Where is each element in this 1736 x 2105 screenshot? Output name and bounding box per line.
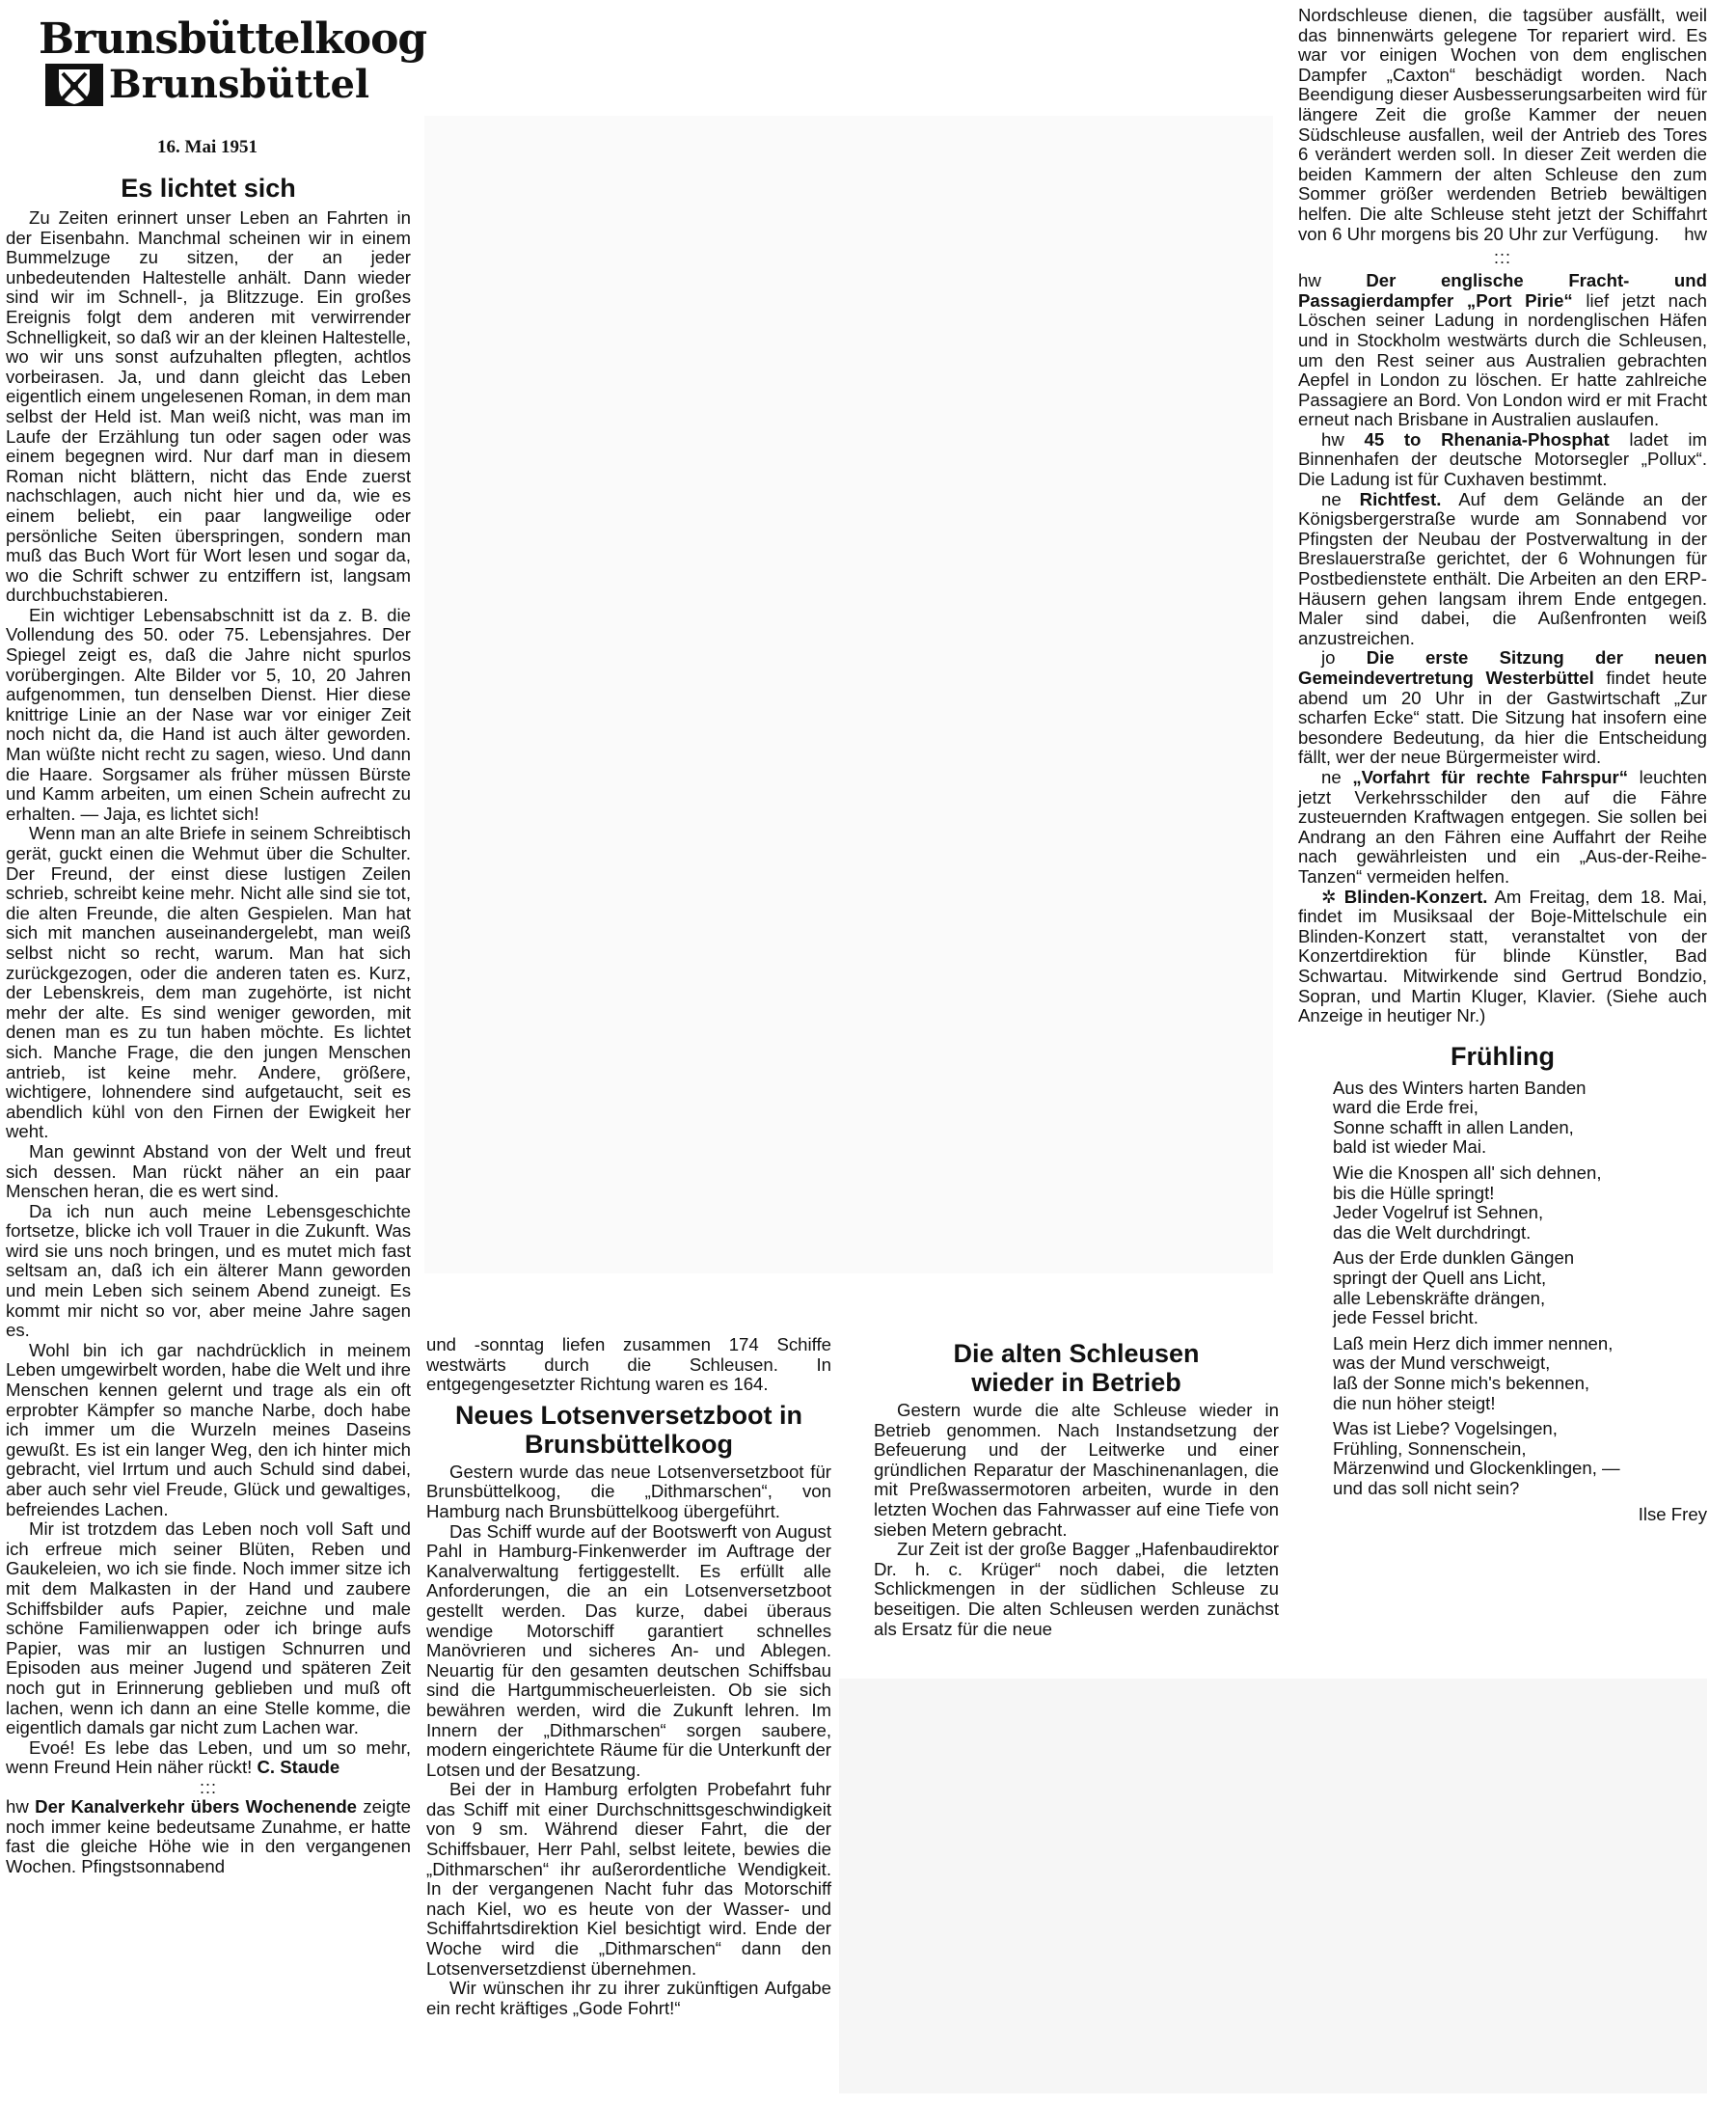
poem-line: ward die Erde frei,	[1333, 1097, 1478, 1118]
news-item: ne Richtfest. Auf dem Gelände an der Königsbergerstraße wurde am Sonnabend vor Pfingsten der Neubau der Postverwaltung in der Breslauerstraße gerichtet, der 6 Wohnungen für Postbedienstete enthält. Die Arbeiten an den ERP-Häusern gehen langsam ihrem Ende entgegen. Maler sind dabei, die Außenfronten weiß anzustreichen.	[1298, 488, 1707, 648]
poem-line: Aus des Winters harten Banden	[1333, 1077, 1587, 1098]
poem-line: bis die Hülle springt!	[1333, 1182, 1495, 1203]
paragraph: Bei der in Hamburg erfolgten Probefahrt fuhr das Schiff mit einer Durchschnittsgeschwindigkeit von 9 sm. Während dieser Fahrt, die der Schiffsbauer, Herr Pahl, selbst leitete, bewies die „Dithmarschen“ ihr außerordentliche Wendigkeit. In der vergangenen Nacht fuhr das Motorschiff nach Kiel, wo es heute von der Wasser- und Schiffahrtsdirektion Kiel besichtigt wird. Ende der Woche wird die „Dithmarschen“ dann den Lotsenversetzdienst übernehmen.	[426, 1779, 831, 1979]
masthead	[39, 14, 427, 107]
star-icon: ✲	[1321, 886, 1337, 907]
paragraph: Gestern wurde die alte Schleuse wieder in Betrieb genommen. Nach Instandsetzung der Befeuerung und der Leitwerke und einer gründlichen Reparatur der Maschinenanlagen, die mit Preßwassermotoren arbeiten, wurde in den letzten Wochen das Fahrwasser auf eine Tiefe von sieben Metern gebracht.	[874, 1400, 1279, 1540]
paragraph: Da ich nun auch meine Lebensgeschichte fortsetze, blicke ich voll Trauer in die Zukunft. Was wird sie uns noch bringen, und es mutet mich fast seltsam an, daß ich ein älterer Mann geworden und mein Leben sich seinem Abend zuneigt. Es kommt mir nicht so vor, aber meine Jahre sagen es.	[6, 1200, 411, 1341]
poem-line: und das soll nicht sein?	[1333, 1477, 1520, 1498]
paragraph: Ein wichtiger Lebensabschnitt ist da z. B. die Vollendung des 50. oder 75. Lebensjahres. Der Spiegel zeigt es, daß die Jahre nicht spurlos vorübergingen. Alte Bilder vor 5, 10, 20 Jahren aufgenommen, tun denselben Dienst. Hier diese knittrige Linie an der Nase war vor einiger Zeit noch nicht da, die Hand ist auch älter geworden. Man wüßte nicht recht zu sagen, wieso. Und dann die Haare. Sorgsamer als früher müssen Bürste und Kamm arbeiten, um einen Schein aufrecht zu erhalten. — Jaja, es lichtet sich!	[6, 604, 411, 824]
poem-line: Wie die Knospen all' sich dehnen,	[1333, 1162, 1602, 1184]
continued-text: und -sonntag liefen zusammen 174 Schiffe westwärts durch die Schleusen. In entgegengesetzter Richtung waren es 164.	[426, 1334, 831, 1395]
news-item: ✲ Blinden-Konzert. Am Freitag, dem 18. Mai, findet im Musiksaal der Boje-Mittelschule ein Blinden-Konzert statt, veranstaltet von der Konzertdirektion für blinde Künstler, Bad Schwartau. Mitwirkende sind Gertrud Bondzio, Sopran, und Martin Kluger, Klavier. (Siehe auch Anzeige in heutiger Nr.)	[1298, 886, 1707, 1026]
poem-line: bald ist wieder Mai.	[1333, 1136, 1487, 1158]
poem-title: Frühling	[1451, 1041, 1555, 1071]
bleed-through-area	[839, 1679, 1707, 2093]
poem-line: laß der Sonne mich's bekennen,	[1333, 1373, 1590, 1393]
paragraph: Wenn man an alte Briefe in seinem Schreibtisch gerät, guckt einen die Wehmut über die Schulter. Der Freund, der einst diese lustigen Zeilen schrieb, schreibt keine mehr. Nicht alle sind sie tot, die alten Freunde, die alten Gespielen. Man hat sich mit manchen auseinandergelebt, man weiß selbst nicht so recht, warum. Man hat sich zurückgezogen, oder die anderen taten es. Kurz, der Lebenskreis, dem man zugehörte, ist nicht mehr der alte. Es sind weniger geworden, mit denen man es zu tun haben möchte. Es lichtet sich. Manche Frage, die den jungen Menschen antrieb, ist keine mehr. Andere, größere, wichtigere, lohnendere sind aufgetaucht, seit es abendlich kühl von den Firnen der Ewigkeit her weht.	[6, 823, 411, 1142]
column-2	[426, 1335, 831, 2018]
headline-lotsenversetzboot: Neues Lotsenversetzboot in Brunsbüttelkoog	[454, 1400, 803, 1459]
column-4	[1298, 6, 1707, 1524]
column-3	[874, 1339, 1279, 1639]
poem-line: Frühling, Sonnenschein,	[1333, 1437, 1527, 1459]
paragraph	[6, 1738, 411, 1778]
news-item: hw Der englische Fracht- und Passagierdampfer „Port Pirie“ lief jetzt nach Löschen seiner Ladung in nordenglischen Häfen und in Stockholm westwärts durch die Schleusen, um den Rest seiner aus Australien gebrachten Aepfel in London zu löschen. Er hatte zahlreiche Passagiere an Bord. Von London wird er mit Fracht erneut nach Brisbane in Australien auslaufen.	[1298, 270, 1707, 430]
poem-line: alle Lebenskräfte drängen,	[1333, 1287, 1546, 1308]
separator: :::	[199, 1777, 217, 1797]
author-signature: C. Staude	[257, 1757, 340, 1778]
poem-line: die nun höher steigt!	[1333, 1392, 1496, 1413]
poem-line: Jeder Vogelruf ist Sehnen,	[1333, 1202, 1544, 1223]
poem-line: was der Mund verschweigt,	[1333, 1353, 1551, 1374]
continued-text: Nordschleuse dienen, die tagsüber ausfällt, weil das binnenwärts gelegene Tor repariert wird. Es war vor einigen Wochen von dem englischen Dampfer „Caxton“ beschädigt worden. Nach Beendigung dieser Ausbesserungsarbeiten wird für längere Zeit die große Kammer der neuen Südschleuse ausfallen, weil der Antrieb des Tores 6 verändert werden soll. In dieser Zeit werden die beiden Kammern der alten Schleuse den zum Sommer größer werdenden Betrieb bewältigen helfen. Die alte Schleuse steht jetzt der Schiffahrt von 6 Uhr morgens bis 20 Uhr zur Verfügung. hw	[1298, 5, 1707, 244]
news-item: hw 45 to Rhenania-Phosphat ladet im Binnenhafen der deutsche Motorsegler „Pollux“. Die Ladung ist für Cuxhaven bestimmt.	[1298, 428, 1708, 490]
poem-line: Was ist Liebe? Vogelsingen,	[1333, 1418, 1558, 1439]
separator: :::	[1493, 248, 1511, 268]
headline-es-lichtet-sich: Es lichtet sich	[121, 174, 296, 203]
poem-line: das die Welt durchdringt.	[1333, 1221, 1532, 1243]
headline-alte-schleusen: Die alten Schleusen wieder in Betrieb	[953, 1339, 1200, 1397]
column-1	[6, 172, 411, 1876]
masthead-subtitle: Brunsbüttel	[108, 62, 370, 107]
paragraph: Mir ist trotzdem das Leben noch voll Saft und ich erfreue mich seiner Blüten, Reben und Gaukeleien, wo ich sie finde. Noch immer sitze ich mit dem Malkasten in der Hand und zaubere Schiffsbilder aufs Papier, zeichne und male schöne Familienwappen oder ich bringe aufs Papier, was mir an lustigen Schnurren und Episoden aus meiner Jugend und späteren Zeit noch gut in Erinnerung geblieben und muß oft lachen, wenn ich dann an eine Stelle komme, die eigentlich damals gar nicht zum Lachen war.	[6, 1518, 411, 1738]
paragraph: Wohl bin ich gar nachdrücklich in meinem Leben umgewirbelt worden, habe die Welt und ihre Menschen kennen gelernt und trage als ein oft erprobter Kämpfer so manche Narbe, doch habe ich immer um die Wurzeln meines Daseins gewußt. Es ist ein langer Weg, den ich hinter mich gebracht, viel Irrtum und auch Schuld sind dabei, aber auch sehr viel Freude, Glück und gewaltiges, befreiendes Lachen.	[6, 1339, 411, 1519]
poem	[1298, 1079, 1707, 1499]
news-item: hw Der Kanalverkehr übers Wochenende zeigte noch immer keine bedeutsame Zunahme, er hatte fast die gleiche Höhe wie in den vergangenen Wochen. Pfingstsonnabend	[6, 1795, 411, 1876]
poem-line: Märzenwind und Glockenklingen, —	[1333, 1458, 1620, 1479]
paragraph: Man gewinnt Abstand von der Welt und freut sich dessen. Man rückt näher an ein paar Menschen heran, die es wert sind.	[6, 1140, 411, 1202]
paragraph: Zur Zeit ist der große Bagger „Hafenbaudirektor Dr. h. c. Krüger“ noch dabei, die letzten Schlickmengen in der südlichen Schleuse zu beseitigen. Die alten Schleusen werden zunächst als Ersatz für die neue	[874, 1539, 1279, 1639]
issue-date: 16. Mai 1951	[157, 137, 258, 157]
closing-text: Evoé! Es lebe das Leben, und um so mehr, wenn Freund Hein näher rückt!	[6, 1736, 411, 1778]
paragraph: Wir wünschen ihr zu ihrer zukünftigen Aufgabe ein recht kräftiges „Gode Fohrt!“	[426, 1978, 831, 2018]
poem-line: jede Fessel bricht.	[1333, 1307, 1478, 1328]
poem-author: Ilse Frey	[1638, 1503, 1707, 1524]
poem-line: Sonne schafft in allen Landen,	[1333, 1116, 1574, 1137]
bleed-through-area	[424, 116, 1273, 1273]
news-item: jo Die erste Sitzung der neuen Gemeindevertretung Westerbüttel findet heute abend um 20 Uhr in der Gastwirtschaft „Zur scharfen Ecke“ statt. Die Sitzung hat insofern eine besondere Bedeutung, da hier die Entscheidung fällt, wer der neue Bürgermeister wird.	[1298, 647, 1708, 768]
poem-line: Laß mein Herz dich immer nennen,	[1333, 1332, 1614, 1353]
paragraph: Das Schiff wurde auf der Bootswerft von August Pahl in Hamburg-Finkenwerder im Auftrage der Kanalverwaltung fertiggestellt. Es erfüllt alle Anforderungen, die an ein Lotsenversetzboot gestellt werden. Das kurze, dabei überaus wendige Motorschiff garantiert schnelles Manövrieren und sicheres An- und Ablegen. Neuartig für den gesamten deutschen Schiffsbau sind die Hartgummischeuerleisten. Ob sie sich bewähren werden, wird die Zukunft lehren. Im Innern der „Dithmarschen“ sorgen saubere, modern eingerichtete Räume für die Unterkunft der Lotsen und der Besatzung.	[426, 1520, 831, 1780]
news-item: ne „Vorfahrt für rechte Fahrspur“ leuchten jetzt Verkehrsschilder den auf die Fähre zusteuernden Kraftwagen entgegen. Sie sollen bei Andrang an den Fähren eine Auffahrt der Reihe nach gewährleisten und ein „Aus-der-Reihe-Tanzen“ vermeiden helfen.	[1298, 766, 1707, 887]
paragraph: Zu Zeiten erinnert unser Leben an Fahrten in der Eisenbahn. Manchmal scheinen wir in einem Bummelzuge zu sitzen, der an jeder unbedeutenden Haltestelle anhält. Dann wieder sind wir im Schnell-, ja Blitzzuge. Ein großes Ereignis folgt dem anderen mit verwirrender Schnelligkeit, so daß wir an der kleinen Haltestelle, wo wir uns sonst aufzuhalten pflegten, achtlos vorbeirasen. Ja, und dann gleicht das Leben eigentlich einem ungelesenen Roman, in dem man selbst der Held ist. Man weiß nicht, was man im Laufe der Erzählung tun oder sagen oder was einem begegnen wird. Nur darf man in diesem Roman nicht blättern, nicht das Ende zuerst nachschlagen, auch nicht hier und da, wie es einem beliebt, ein paar langweilige oder persönliche Seiten überspringen, sondern man muß das Buch Wort für Wort lesen und sogar da, wo die Schrift schwer zu entziffern ist, langsam durchbuchstabieren.	[6, 207, 411, 606]
coat-of-arms-icon	[45, 64, 103, 106]
poem-line: springt der Quell ans Licht,	[1333, 1268, 1547, 1289]
paragraph: Gestern wurde das neue Lotsenversetzboot für Brunsbüttelkoog, die „Dithmarschen“, von Hamburg nach Brunsbüttelkoog übergeführt.	[426, 1461, 831, 1521]
poem-line: Aus der Erde dunklen Gängen	[1333, 1247, 1575, 1269]
masthead-title: Brunsbüttelkoog	[39, 14, 427, 64]
